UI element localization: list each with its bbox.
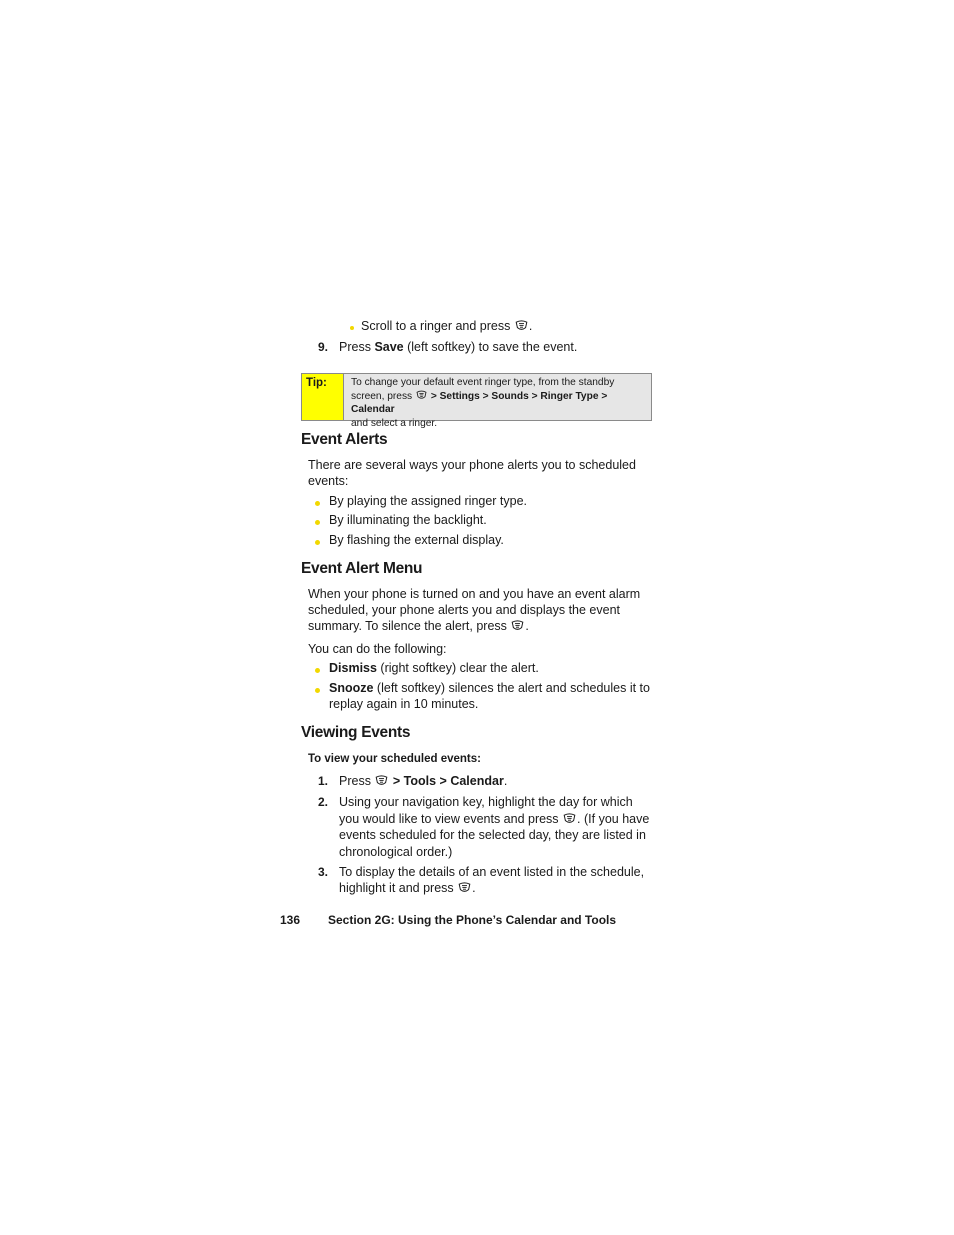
bullet-marker bbox=[315, 540, 320, 545]
list-item-dismiss: Dismiss (right softkey) clear the alert. bbox=[329, 661, 539, 675]
procedure-subheading: To view your scheduled events: bbox=[308, 753, 481, 765]
sub-bullet-scroll-ringer: Scroll to a ringer and press . bbox=[361, 319, 533, 333]
tip-box bbox=[301, 373, 652, 429]
bullet-marker bbox=[315, 501, 320, 506]
list-item: By illuminating the backlight. bbox=[329, 513, 487, 527]
section-heading-event-alerts: Event Alerts bbox=[301, 431, 388, 448]
event-alert-menu-paragraph: When your phone is turned on and you have an event alarm scheduled, your phone alerts you and displays the event summary. To silence the alert, press . bbox=[308, 587, 641, 633]
menu-key-icon bbox=[375, 775, 388, 786]
bullet-marker bbox=[315, 668, 320, 673]
following-text: You can do the following: bbox=[308, 642, 447, 656]
step-number: 2. bbox=[318, 795, 329, 809]
menu-key-icon bbox=[416, 390, 427, 400]
menu-key-icon bbox=[563, 813, 576, 824]
step-1-text: Press > Tools > Calendar. bbox=[339, 774, 508, 788]
step-number: 9. bbox=[318, 340, 329, 354]
menu-key-icon bbox=[511, 620, 524, 631]
menu-key-icon bbox=[458, 882, 471, 893]
page-number: 136 bbox=[280, 913, 301, 927]
step-9-text: Press Save (left softkey) to save the event. bbox=[339, 340, 578, 354]
list-item-snooze: Snooze (left softkey) silences the alert and schedules it to replay again in 10 minutes. bbox=[329, 681, 650, 711]
list-item: By flashing the external display. bbox=[329, 533, 504, 547]
section-footer-title: Section 2G: Using the Phone’s Calendar and Tools bbox=[328, 913, 617, 927]
list-item: By playing the assigned ringer type. bbox=[329, 494, 528, 508]
menu-key-icon bbox=[515, 320, 528, 331]
step-2-text: Using your navigation key, highlight the day for which you would like to view events and press . (If you have events scheduled for the selected day, they are listed in chronological order.) bbox=[339, 795, 650, 859]
step-number: 1. bbox=[318, 774, 329, 788]
step-number: 3. bbox=[318, 865, 329, 879]
bullet-marker bbox=[315, 688, 320, 693]
section-heading-event-alert-menu: Event Alert Menu bbox=[301, 560, 423, 577]
bullet-marker bbox=[315, 520, 320, 525]
tip-label: Tip: bbox=[302, 374, 344, 420]
tip-text: To change your default event ringer type, from the standby screen, press > Settings > Sounds > Ringer Type > Calendar and select a ringer. bbox=[351, 377, 615, 429]
event-alerts-intro: There are several ways your phone alerts you to scheduled events: bbox=[308, 458, 636, 488]
bullet-marker bbox=[350, 326, 354, 330]
section-heading-viewing-events: Viewing Events bbox=[301, 724, 411, 741]
step-3-text: To display the details of an event listed in the schedule, highlight it and press . bbox=[339, 865, 645, 895]
